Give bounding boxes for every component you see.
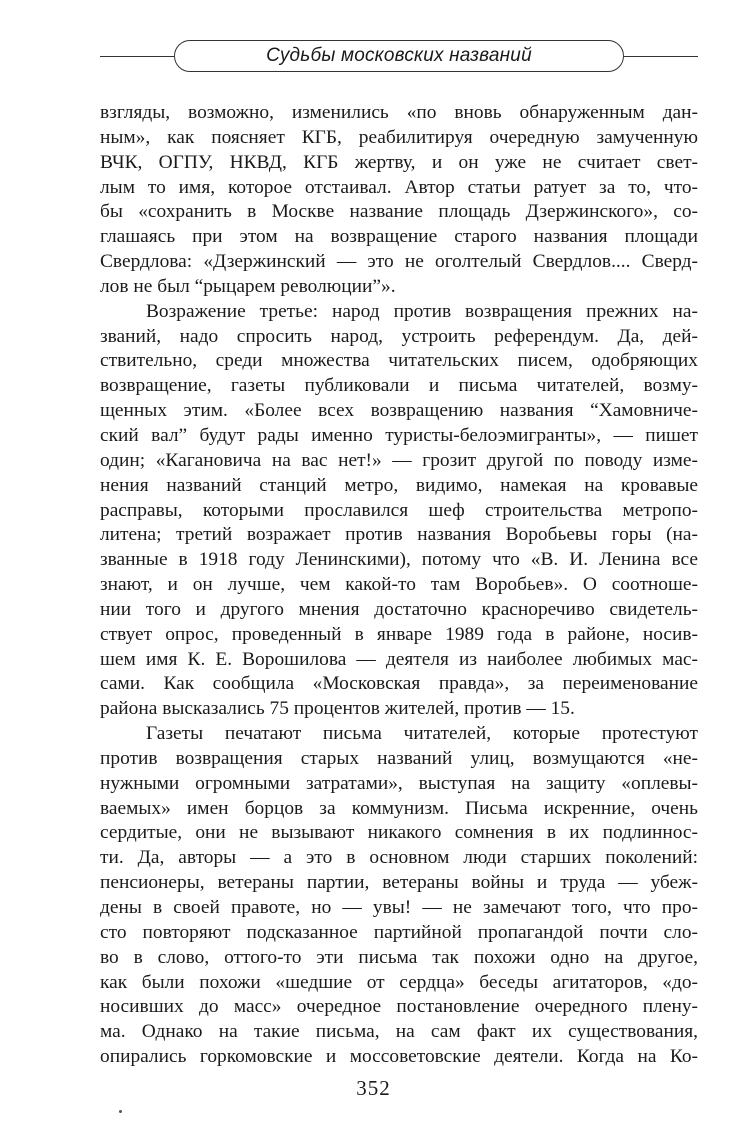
text-line: опирались горкомовские и моссоветовские деятели. Когда на Ко- (100, 1046, 698, 1068)
text-line: сто повторяют подсказанное партийной пропагандой почти сло- (100, 921, 698, 943)
text-line: глашаясь при этом на возвращение старого названия площади (100, 226, 698, 248)
text-line: ваемых» имен борцов за коммунизм. Письма искренние, очень (100, 797, 698, 819)
text-line: ти. Да, авторы — а это в основном люди старших поколений: (100, 847, 698, 869)
body-text (100, 101, 698, 1070)
text-line: ский вал” будут рады именно туристы-белоэмигранты», — пишет (100, 424, 698, 446)
text-line: шем имя К. Е. Ворошилова — деятеля из наиболее любимых мас- (100, 648, 698, 670)
text-line: Газеты печатают письма читателей, которые протестуют (146, 723, 698, 745)
text-line: как были похожи «шедшие от сердца» беседы агитаторов, «до- (100, 971, 698, 993)
text-line: бы «сохранить в Москве название площадь Дзержинского», со- (100, 201, 698, 223)
text-line: района высказались 75 процентов жителей, против — 15. (100, 698, 575, 720)
text-line: званий, надо спросить народ, устроить референдум. Да, дей- (100, 325, 698, 347)
text-line: пенсионеры, ветераны партии, ветераны войны и труда — убеж- (100, 872, 698, 894)
text-line: носивших до масс» очередное постановление очередного плену- (100, 996, 698, 1018)
text-line: званные в 1918 году Ленинскими), потому что «В. И. Ленина все (100, 549, 698, 571)
text-line: лым то имя, которое отстаивал. Автор статьи ратует за то, что- (100, 176, 698, 198)
running-header (100, 40, 698, 74)
header-rule-right (624, 56, 698, 57)
text-line: лов не был “рыцарем революции”». (100, 275, 396, 297)
text-line: нии того и другого мнения достаточно красноречиво свидетель- (100, 598, 698, 620)
text-line: знают, и он лучше, чем какой-то там Воробьев». О соотноше- (100, 574, 698, 596)
page-number: 352 (356, 1076, 391, 1100)
text-line: против возвращения старых названий улиц, возмущаются «не- (100, 747, 698, 769)
text-line: один; «Кагановича на вас нет!» — грозит другой по поводу изме- (100, 449, 698, 471)
text-line: Свердлова: «Дзержинский — это не оголтелый Свердлов.... Сверд- (100, 251, 698, 273)
text-line: возвращение, газеты публиковали и письма читателей, возму- (100, 375, 698, 397)
text-line: нужными огромными затратами», выступая на защиту «оплевы- (100, 772, 698, 794)
text-line: сердитые, они не вызывают никакого сомнения в их подлиннос- (100, 822, 698, 844)
text-line: ствует опрос, проведенный в январе 1989 года в районе, носив- (100, 623, 698, 645)
text-line: ма. Однако на такие письма, на сам факт их существования, (100, 1021, 698, 1043)
text-line: ным», как поясняет КГБ, реабилитируя очередную замученную (100, 126, 698, 148)
text-line: взгляды, возможно, изменились «по вновь обнаруженным дан- (100, 102, 698, 123)
text-line: ВЧК, ОГПУ, НКВД, КГБ жертву, и он уже не считает свет- (100, 151, 698, 173)
text-line: сами. Как сообщила «Московская правда», за переименование (100, 673, 698, 695)
text-line: ствительно, среди множества читательских писем, одобряющих (100, 350, 698, 372)
header-title: Судьбы московских названий (266, 45, 532, 66)
header-title-frame (174, 40, 624, 72)
text-line: литена; третий возражает против названия Воробьевы горы (на- (100, 524, 698, 546)
text-line: дены в своей правоте, но — увы! — не замечают того, что про- (100, 897, 698, 918)
text-line: во в слово, оттого-то эти письма так похожи одно на другое, (100, 946, 698, 968)
text-line: нения названий станций метро, видимо, намекая на кровавые (100, 474, 698, 496)
text-line: щенных этим. «Более всех возвращению названия “Хамовниче- (100, 400, 698, 422)
text-line: расправы, которыми прославился шеф строительства метропо- (100, 499, 698, 521)
scan-speck (119, 1110, 122, 1113)
header-rule-left (100, 56, 174, 57)
text-line: Возражение третье: народ против возвращения прежних на- (146, 300, 698, 322)
